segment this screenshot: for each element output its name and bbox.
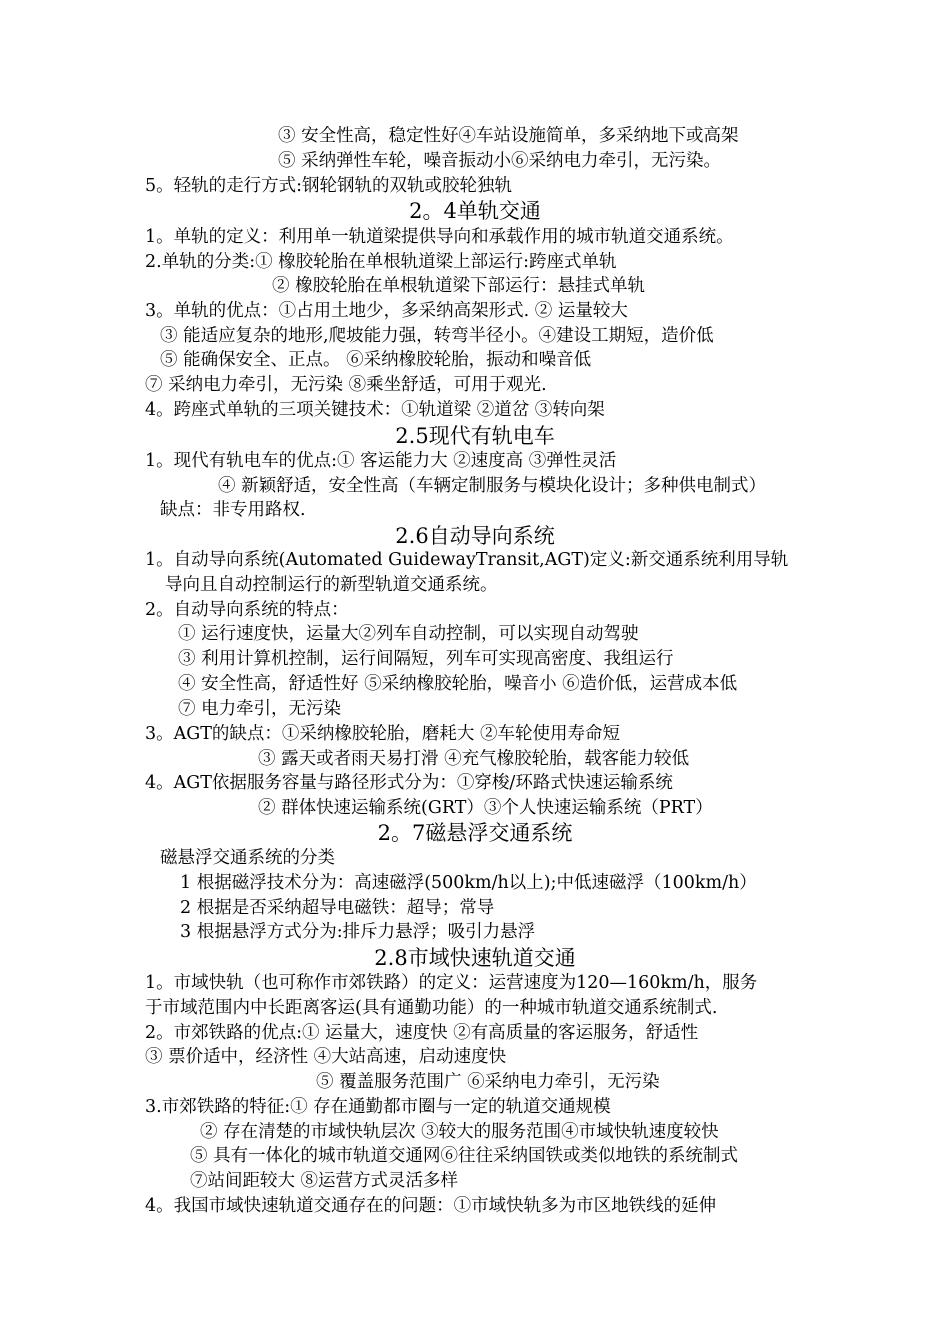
text-line: 2.单轨的分类:① 橡胶轮胎在单根轨道梁上部运行:跨座式单轨	[145, 252, 617, 272]
text-line: 3.市郊铁路的特征:① 存在通勤都市圈与一定的轨道交通规模	[145, 1097, 611, 1117]
text-line: ③ 露天或者雨天易打滑 ④充气橡胶轮胎，载客能力较低	[258, 749, 690, 769]
text-line: ③ 利用计算机控制，运行间隔短，列车可实现高密度、我组运行	[178, 649, 674, 669]
section-heading: 2.8市域快速轨道交通	[374, 946, 576, 970]
text-line: ① 运行速度快，运量大②列车自动控制，可以实现自动驾驶	[178, 624, 639, 644]
text-line: ⑤ 采纳弹性车轮，噪音振动小⑥采纳电力牵引，无污染。	[278, 151, 722, 171]
text-line: ⑦ 电力牵引，无污染	[178, 699, 342, 719]
text-line: ⑦站间距较大 ⑧运营方式灵活多样	[190, 1171, 459, 1191]
text-line: 1 根据磁浮技术分为：高速磁浮(500km/h以上);中低速磁浮（100km/h）	[180, 873, 757, 893]
text-line: ④ 安全性高，舒适性好 ⑤采纳橡胶轮胎，噪音小 ⑥造价低，运营成本低	[178, 674, 738, 694]
text-line: ③ 票价适中，经济性 ④大站高速，启动速度快	[145, 1047, 507, 1067]
text-line: 2。市郊铁路的优点:① 运量大，速度快 ②有高质量的客运服务，舒适性	[145, 1023, 699, 1043]
text-line: 1。市域快轨（也可称作市郊铁路）的定义：运营速度为120—160km/h，服务	[145, 973, 758, 993]
text-line: ② 群体快速运输系统(GRT）③个人快速运输系统（PRT）	[258, 798, 713, 818]
text-line: 2。自动导向系统的特点：	[145, 600, 349, 620]
text-line: ④ 新颖舒适，安全性高（车辆定制服务与模块化设计；多种供电制式）	[218, 476, 767, 496]
section-heading: 2。4单轨交通	[409, 199, 541, 223]
text-line: 4。我国市域快速轨道交通存在的问题：①市域快轨多为市区地铁线的延伸	[145, 1196, 717, 1216]
text-line: 1。自动导向系统(Automated GuidewayTransit,AGT)定义:新交通系统利用导轨	[145, 550, 789, 570]
text-line: 缺点：非专用路权.	[160, 500, 306, 520]
section-heading: 2.6自动导向系统	[395, 524, 555, 548]
text-line: 3。AGT的缺点：①采纳橡胶轮胎，磨耗大 ②车轮使用寿命短	[145, 724, 620, 744]
text-line: 1。现代有轨电车的优点:① 客运能力大 ②速度高 ③弹性灵活	[145, 451, 617, 471]
text-line: 4。跨座式单轨的三项关键技术：①轨道梁 ②道岔 ③转向架	[145, 400, 605, 420]
text-line: ③ 安全性高，稳定性好④车站设施简单，多采纳地下或高架	[278, 126, 739, 146]
text-line: ⑦ 采纳电力牵引，无污染 ⑧乘坐舒适，可用于观光.	[145, 375, 547, 395]
text-line: 1。单轨的定义：利用单一轨道梁提供导向和承载作用的城市轨道交通系统。	[145, 227, 734, 247]
text-line: ⑤ 能确保安全、正点。 ⑥采纳橡胶轮胎，振动和噪音低	[160, 350, 592, 370]
text-line: 3。单轨的优点：①占用土地少，多采纳高架形式. ② 运量较大	[145, 301, 628, 321]
text-line: 3 根据悬浮方式分为:排斥力悬浮；吸引力悬浮	[180, 922, 536, 942]
text-line: 5。轻轨的走行方式:钢轮钢轨的双轨或胶轮独轨	[145, 176, 513, 196]
text-line: ② 橡胶轮胎在单根轨道梁下部运行：悬挂式单轨	[272, 276, 646, 296]
text-line: 磁悬浮交通系统的分类	[160, 848, 335, 868]
section-heading: 2。7磁悬浮交通系统	[377, 821, 573, 845]
text-line: 4。AGT依据服务容量与路径形式分为：①穿梭/环路式快速运输系统	[145, 773, 673, 793]
text-line: ⑤ 具有一体化的城市轨道交通网⑥往往采纳国铁或类似地铁的系统制式	[190, 1146, 739, 1166]
text-line: 2 根据是否采纳超导电磁铁：超导；常导	[180, 898, 495, 918]
text-line: 于市域范围内中长距离客运(具有通勤功能）的一种城市轨道交通系统制式.	[145, 998, 718, 1018]
section-heading: 2.5现代有轨电车	[395, 424, 555, 448]
text-line: ③ 能适应复杂的地形,爬坡能力强，转弯半径小。④建设工期短，造价低	[160, 326, 714, 346]
text-line: ⑤ 覆盖服务范围广 ⑥采纳电力牵引，无污染	[316, 1072, 660, 1092]
text-line: ② 存在清楚的市域快轨层次 ③较大的服务范围④市域快轨速度较快	[200, 1122, 719, 1142]
text-line: 导向且自动控制运行的新型轨道交通系统。	[165, 575, 498, 595]
